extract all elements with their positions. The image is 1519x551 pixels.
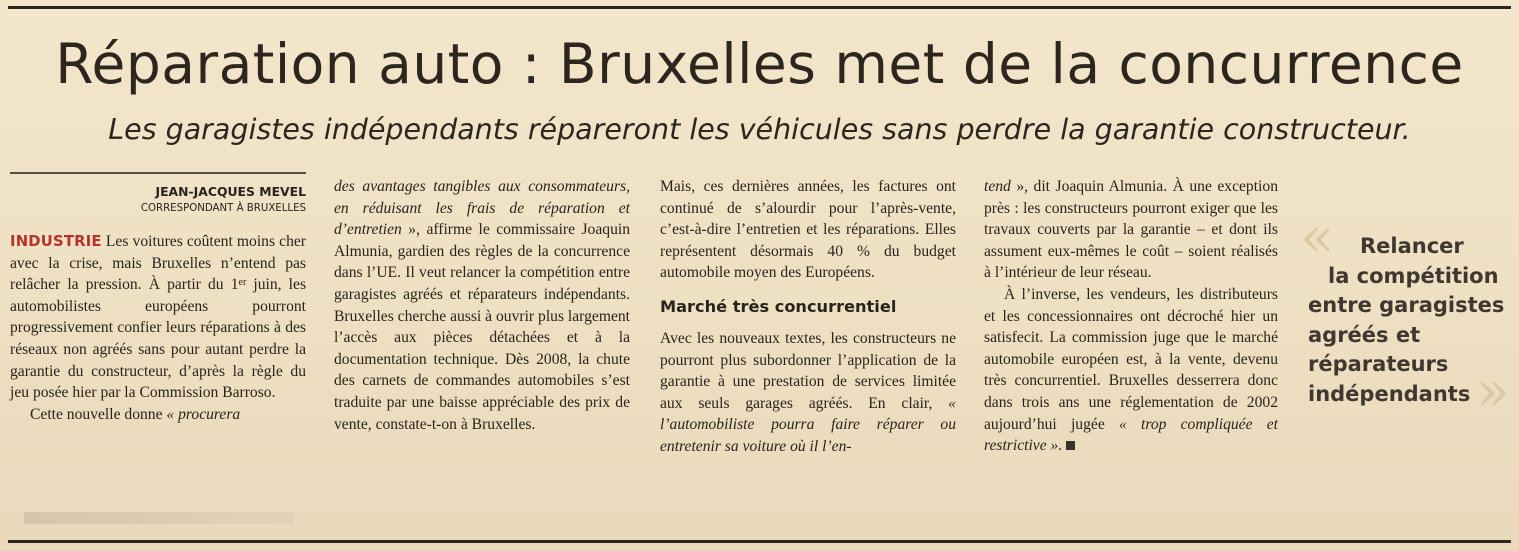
kicker: INDUSTRIE <box>10 233 102 250</box>
bottom-rule <box>8 540 1511 543</box>
paragraph: Mais, ces dernières années, les factures ont continué de s’alourdir pour l’après-vente, c’est-à-dire l’entretien et les réparations. Elles représentent désormais 40 % du budget automobile moyen des Européens. <box>660 178 956 282</box>
pull-quote-text: Relancer la compétition entre garagistes agréés et réparateurs indépendants <box>1308 234 1505 406</box>
paragraph: tend », dit Joaquin Almunia. À une exception près : les constructeurs pourront exiger que les travaux couverts par la garantie – et dont ils assument eux-mêmes le coût – soient réalisés à l’intérieur de leur réseau. <box>984 178 1278 282</box>
paragraph: À l’inverse, les vendeurs, les distributeurs et les concessionnaires ont décroché hier un satisfecit. La commission juge que le marché automobile européen est, à la vente, devenu très concurrentiel. Bruxelles desserrera donc dans trois ans une réglementation de 2002 aujourd’hui jugée « trop compliquée et restrictive ». <box>984 285 1278 455</box>
top-rule <box>8 6 1511 9</box>
paragraph-1: INDUSTRIE Les voitures coûtent moins cher avec la crise, mais Bruxelles n’entend pas relâcher la pression. À partir du 1er juin, les automobilistes européens pourront progressivement confier leurs réparations à des réseaux non agréés sans pour autant perdre la garantie du constructeur, d’après la règle du jeu posée hier par la Commission Barroso. <box>10 233 307 402</box>
faded-text <box>24 512 294 524</box>
byline-name: JEAN-JACQUES MEVEL <box>155 184 306 199</box>
close-quote-icon: » <box>1476 359 1511 424</box>
open-quote-icon: « <box>1300 205 1335 270</box>
column-2 <box>334 176 630 435</box>
paragraph-2: Cette nouvelle donne « procurera <box>30 405 241 423</box>
paragraph: Avec les nouveaux textes, les constructeurs ne pourront plus subordonner l’application de la garantie à une prestation de services limitée aux seuls garages agréés. En clair, « l’automobiliste pourra faire réparer ou entretenir sa voiture où il l’en- <box>660 329 956 455</box>
deck: Les garagistes indépendants répareront les véhicules sans perdre la garantie constructeur. <box>108 113 1411 146</box>
column-1 <box>10 176 306 425</box>
headline: Réparation auto : Bruxelles met de la concurrence <box>55 32 1464 96</box>
paragraph: des avantages tangibles aux consommateurs, en réduisant les frais de réparation et d’entretien », affirme le commissaire Joaquin Almunia, gardien des règles de la concurrence dans l’UE. Il veut relancer la compétition entre garagistes agréés et réparateurs indépendants. Bruxelles cherche aussi à ouvrir plus largement l’accès aux pièces détachées et à la documentation technique. Dès 2008, la chute des carnets de commandes automobiles s’est traduite par une baisse appréciable des prix de vente, constate-t-on à Bruxelles. <box>334 178 630 433</box>
subheading: Marché très concurrentiel <box>660 296 897 316</box>
column-4 <box>984 176 1278 457</box>
byline-role: CORRESPONDANT À BRUXELLES <box>140 203 306 214</box>
end-mark-icon <box>1066 441 1075 450</box>
column-3 <box>660 176 956 458</box>
pull-quote <box>1300 205 1512 424</box>
byline-rule <box>10 172 306 174</box>
